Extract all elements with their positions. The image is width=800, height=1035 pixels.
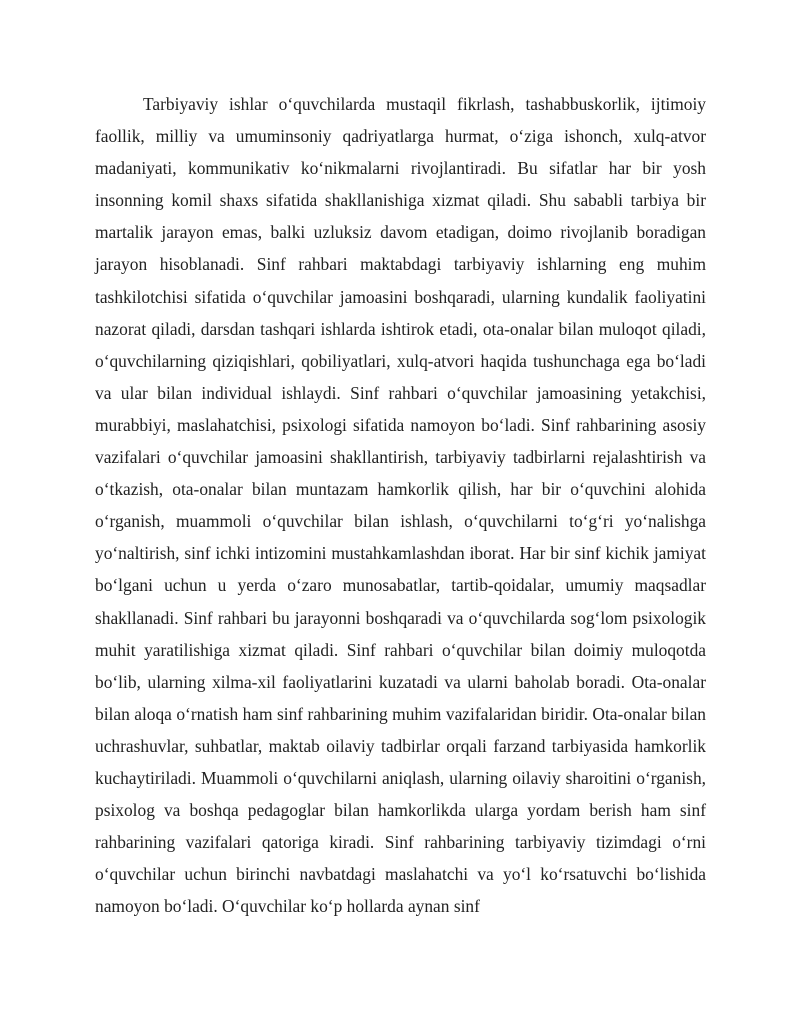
body-paragraph: Tarbiyaviy ishlar o‘quvchilarda mustaqil fikrlash, tashabbuskorlik, ijtimoiy faollik, milliy va umuminsoniy qadriyatlarga hurmat, o‘ziga ishonch, xulq-atvor madaniyati, kommunikativ ko‘nikmalarni rivojlantiradi. Bu sifatlar har bir yosh insonning komil shaxs sifatida shakllanishiga xizmat qiladi. Shu sababli tarbiya bir martalik jarayon emas, balki uzluksiz davom etadigan, doimo rivojlanib boradigan jarayon hisoblanadi. Sinf rahbari maktabdagi tarbiyaviy ishlarning eng muhim tashkilotchisi sifatida o‘quvchilar jamoasini boshqaradi, ularning kundalik faoliyatini nazorat qiladi, darsdan tashqari ishlarda ishtirok etadi, ota-onalar bilan muloqot qiladi, o‘quvchilarning qiziqishlari, qobiliyatlari, xulq-atvori haqida tushunchaga ega bo‘ladi va ular bilan individual ishlaydi. Sinf rahbari o‘quvchilar jamoasining yetakchisi, murabbiyi, maslahatchisi, psixologi sifatida namoyon bo‘ladi. Sinf rahbarining asosiy vazifalari o‘quvchilar jamoasini shakllantirish, tarbiyaviy tadbirlarni rejalashtirish va o‘tkazish, ota-onalar bilan muntazam hamkorlik qilish, har bir o‘quvchini alohida o‘rganish, muammoli o‘quvchilar bilan ishlash, o‘quvchilarni to‘g‘ri yo‘nalishga yo‘naltirish, sinf ichki intizomini mustahkamlashdan iborat. Har bir sinf kichik jamiyat bo‘lgani uchun u yerda o‘zaro munosabatlar, tartib-qoidalar, umumiy maqsadlar shakllanadi. Sinf rahbari bu jarayonni boshqaradi va o‘quvchilarda sog‘lom psixologik muhit yaratilishiga xizmat qiladi. Sinf rahbari o‘quvchilar bilan doimiy muloqotda bo‘lib, ularning xilma-xil faoliyatlarini kuzatadi va ularni baholab boradi. Ota-onalar bilan aloqa o‘rnatish ham sinf rahbarining muhim vazifalaridan biridir. Ota-onalar bilan uchrashuvlar, suhbatlar, maktab oilaviy tadbirlar orqali farzand tarbiyasida hamkorlik kuchaytiriladi. Muammoli o‘quvchilarni aniqlash, ularning oilaviy sharoitini o‘rganish, psixolog va boshqa pedagoglar bilan hamkorlikda ularga yordam berish ham sinf rahbarining vazifalari qatoriga kiradi. Sinf rahbarining tarbiyaviy tizimdagi o‘rni o‘quvchilar uchun birinchi navbatdagi maslahatchi va yo‘l ko‘rsatuvchi bo‘lishida namoyon bo‘ladi. O‘quvchilar ko‘p hollarda aynan sinf <box>95 94 706 917</box>
